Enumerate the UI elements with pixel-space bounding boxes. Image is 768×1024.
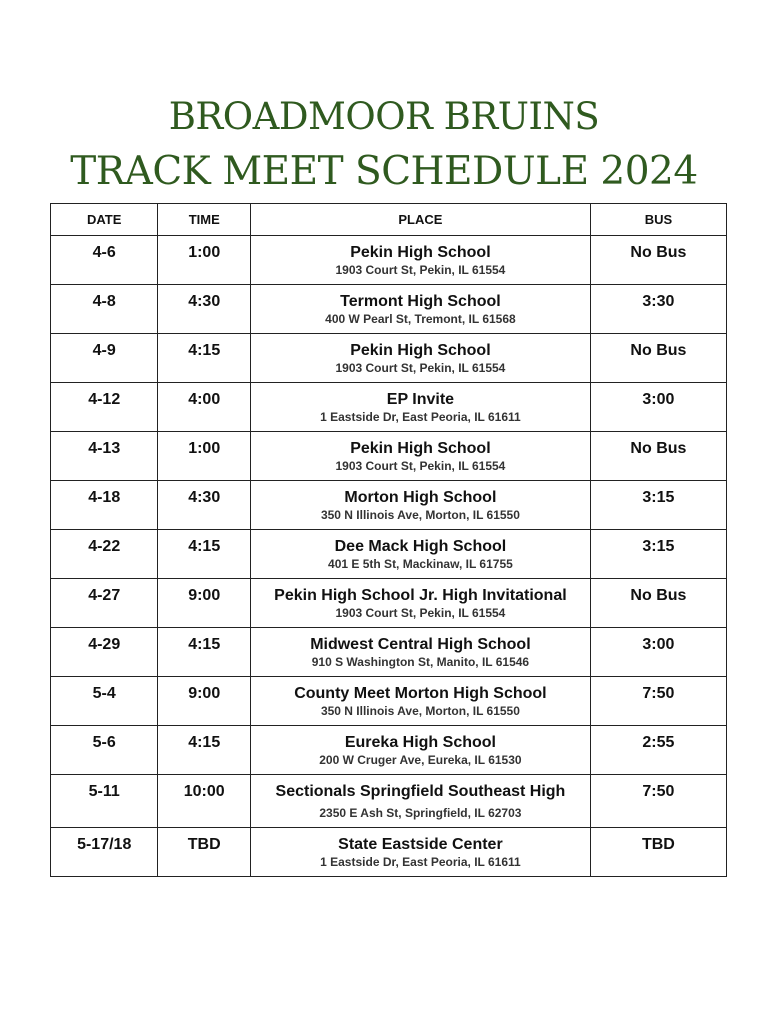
table-row [51, 828, 727, 877]
date-cell: 4-22 [51, 530, 158, 579]
bus-cell: 3:15 [590, 481, 726, 530]
bus-cell: No Bus [590, 236, 726, 285]
bus-cell: 2:55 [590, 726, 726, 775]
place-address: 400 W Pearl St, Tremont, IL 61568 [325, 312, 516, 326]
table-row [51, 677, 727, 726]
bus-cell: TBD [590, 828, 726, 877]
place-name: Pekin High School [350, 342, 491, 359]
date-cell: 4-12 [51, 383, 158, 432]
place-address: 910 S Washington St, Manito, IL 61546 [311, 655, 530, 669]
place-address: 2350 E Ash St, Springfield, IL 62703 [319, 806, 522, 820]
place-address: 350 N Illinois Ave, Morton, IL 61550 [320, 508, 520, 522]
time-cell: 9:00 [158, 579, 251, 628]
table-row [51, 530, 727, 579]
time-cell: 1:00 [158, 432, 251, 481]
header-bus: BUS [590, 204, 726, 236]
bus-cell: 3:15 [590, 530, 726, 579]
header-row [51, 204, 727, 236]
time-cell: 9:00 [158, 677, 251, 726]
table-row [51, 432, 727, 481]
bus-cell: No Bus [590, 432, 726, 481]
time-cell: 4:15 [158, 334, 251, 383]
table-row [51, 383, 727, 432]
header-place: PLACE [251, 204, 591, 236]
header-time: TIME [158, 204, 251, 236]
place-address: 1903 Court St, Pekin, IL 61554 [335, 361, 506, 375]
table-row [51, 334, 727, 383]
place-name: State Eastside Center [338, 836, 503, 853]
place-address: 200 W Cruger Ave, Eureka, IL 61530 [319, 753, 522, 767]
date-cell: 4-13 [51, 432, 158, 481]
place-cell [251, 334, 591, 383]
place-address: 350 N Illinois Ave, Morton, IL 61550 [320, 704, 520, 718]
time-cell: TBD [158, 828, 251, 877]
bus-cell: No Bus [590, 579, 726, 628]
bus-cell: 7:50 [590, 677, 726, 726]
schedule-body [51, 236, 727, 877]
place-address: 1 Eastside Dr, East Peoria, IL 61611 [320, 855, 521, 869]
place-address: 1 Eastside Dr, East Peoria, IL 61611 [320, 410, 521, 424]
bus-cell: 3:00 [590, 628, 726, 677]
time-cell: 4:15 [158, 726, 251, 775]
date-cell: 5-11 [51, 775, 158, 828]
time-cell: 4:15 [158, 628, 251, 677]
time-cell: 4:30 [158, 481, 251, 530]
bus-cell: 3:00 [590, 383, 726, 432]
place-name: Dee Mack High School [334, 538, 507, 555]
table-row [51, 285, 727, 334]
place-cell [251, 530, 591, 579]
place-cell [251, 677, 591, 726]
date-cell: 5-4 [51, 677, 158, 726]
time-cell: 1:00 [158, 236, 251, 285]
time-cell: 4:15 [158, 530, 251, 579]
place-cell [251, 432, 591, 481]
date-cell: 4-9 [51, 334, 158, 383]
date-cell: 4-6 [51, 236, 158, 285]
place-address: 1903 Court St, Pekin, IL 61554 [335, 606, 506, 620]
place-cell [251, 285, 591, 334]
table-row [51, 236, 727, 285]
table-row [51, 775, 727, 828]
bus-cell: 3:30 [590, 285, 726, 334]
date-cell: 4-29 [51, 628, 158, 677]
bus-cell: No Bus [590, 334, 726, 383]
title-line-1: BROADMOOR BRUINS [168, 95, 600, 138]
place-name: Termont High School [340, 293, 501, 310]
date-cell: 5-6 [51, 726, 158, 775]
table-row [51, 579, 727, 628]
place-address: 401 E 5th St, Mackinaw, IL 61755 [328, 557, 513, 571]
place-cell [251, 828, 591, 877]
time-cell: 10:00 [158, 775, 251, 828]
date-cell: 5-17/18 [51, 828, 158, 877]
bus-cell: 7:50 [590, 775, 726, 828]
place-name: Pekin High School [350, 244, 491, 261]
place-cell [251, 383, 591, 432]
place-name: Morton High School [344, 489, 497, 506]
place-cell [251, 236, 591, 285]
place-name: County Meet Morton High School [294, 685, 547, 702]
table-row [51, 481, 727, 530]
place-cell [251, 726, 591, 775]
place-address: 1903 Court St, Pekin, IL 61554 [335, 263, 506, 277]
place-name: Eureka High School [344, 734, 496, 751]
place-name: Midwest Central High School [310, 636, 531, 653]
place-name: Sectionals Springfield Southeast High [275, 783, 566, 800]
time-cell: 4:30 [158, 285, 251, 334]
date-cell: 4-8 [51, 285, 158, 334]
place-name: EP Invite [386, 391, 455, 408]
place-cell [251, 481, 591, 530]
place-name: Pekin High School [350, 440, 491, 457]
place-cell [251, 775, 591, 828]
header-date: DATE [51, 204, 158, 236]
date-cell: 4-18 [51, 481, 158, 530]
schedule-table [50, 203, 727, 877]
table-row [51, 628, 727, 677]
place-cell [251, 628, 591, 677]
time-cell: 4:00 [158, 383, 251, 432]
place-cell [251, 579, 591, 628]
title-line-2: TRACK MEET SCHEDULE 2024 [70, 149, 698, 194]
place-name: Pekin High School Jr. High Invitational [274, 587, 567, 604]
table-row [51, 726, 727, 775]
place-address: 1903 Court St, Pekin, IL 61554 [335, 459, 506, 473]
date-cell: 4-27 [51, 579, 158, 628]
